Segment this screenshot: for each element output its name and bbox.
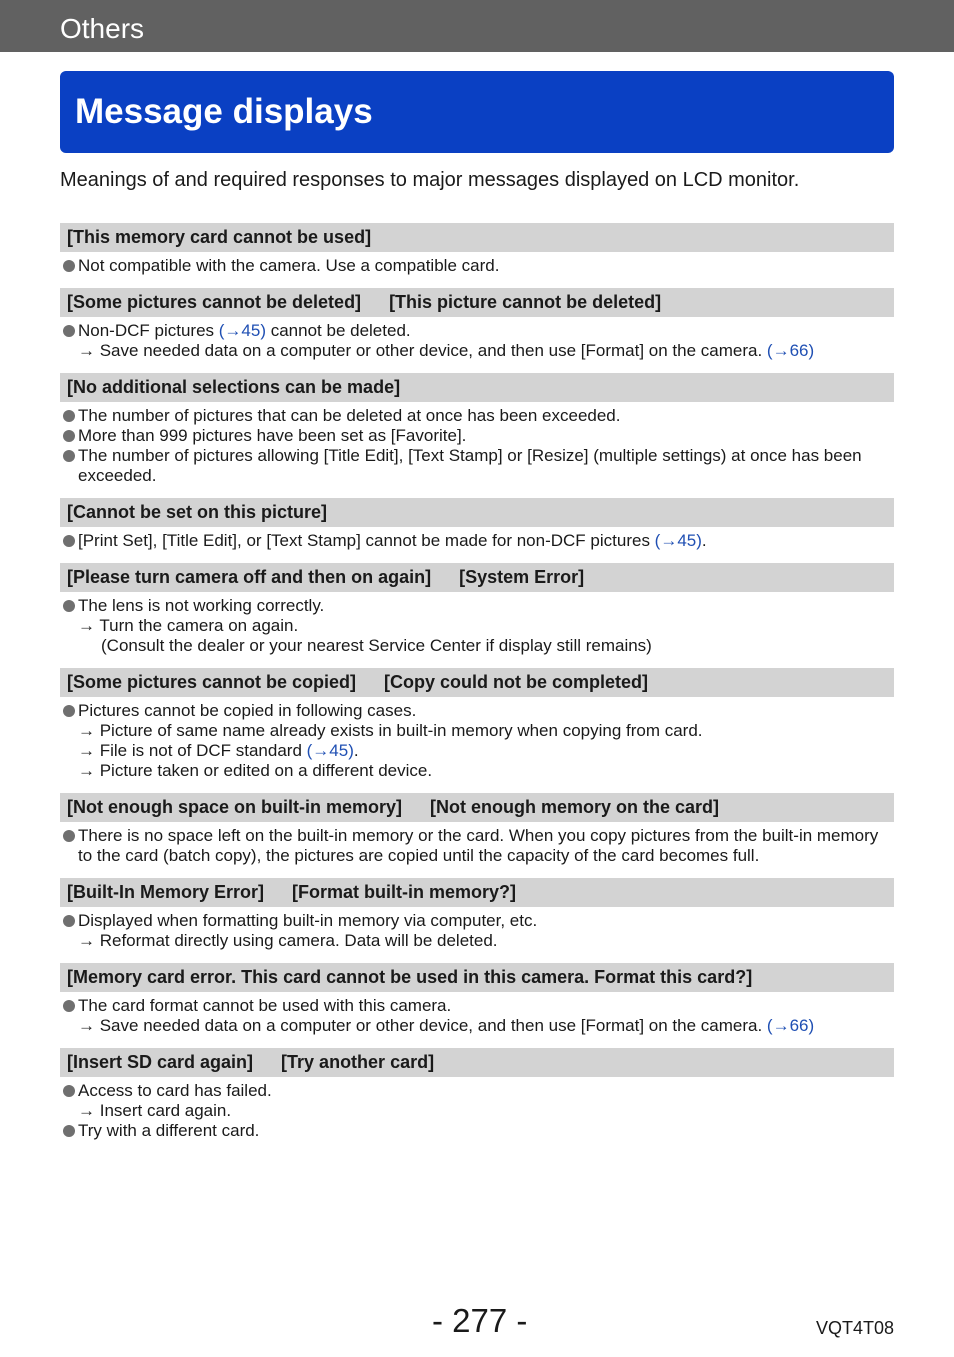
arrow-item: [60, 931, 894, 951]
section-heading: [60, 373, 894, 402]
title-banner: [60, 71, 894, 153]
bullet-item: [60, 596, 894, 616]
item-text: The number of pictures that can be deleted at once has been exceeded.: [78, 406, 621, 425]
item-text: The card format cannot be used with this camera.: [78, 996, 452, 1015]
heading-message: [Not enough memory on the card]: [430, 797, 720, 817]
bullet-item: [60, 256, 894, 276]
arrow-item: [60, 721, 894, 741]
message-section: [60, 563, 894, 656]
bullet-item: [60, 1081, 894, 1101]
item-text: → Reformat directly using camera. Data will be deleted.: [78, 931, 498, 950]
section-items: [60, 317, 894, 361]
item-text: Try with a different card.: [78, 1121, 260, 1140]
item-text: Access to card has failed.: [78, 1081, 272, 1100]
heading-message: [Cannot be set on this picture]: [67, 502, 328, 522]
heading-message: [Not enough space on built-in memory]: [67, 797, 403, 817]
item-text: → Picture taken or edited on a different device.: [78, 761, 433, 780]
section-heading: [60, 793, 894, 822]
section-label: Others: [60, 13, 145, 44]
message-section: [60, 1048, 894, 1141]
section-items: [60, 1077, 894, 1141]
section-items: [60, 402, 894, 486]
page-title: Message displays: [75, 92, 373, 131]
bullet-item: [60, 531, 894, 551]
intro-text: Meanings of and required responses to major messages displayed on LCD monitor.: [60, 169, 800, 191]
bullet-item: [60, 701, 894, 721]
bullet-item: [60, 321, 894, 341]
top-bar: [0, 0, 954, 52]
model-code: VQT4T08: [815, 1318, 894, 1338]
section-items: [60, 822, 894, 866]
section-items: [60, 907, 894, 951]
section-heading: [60, 563, 894, 592]
section-heading: [60, 668, 894, 697]
message-section: [60, 878, 894, 951]
item-text: → Turn the camera on again.: [78, 616, 299, 635]
arrow-item: [60, 761, 894, 781]
message-section: [60, 223, 894, 276]
bullet-item: [60, 996, 894, 1016]
bullet-item: [60, 446, 894, 486]
item-text: → Save needed data on a computer or other device, and then use [Format] on the camera.: [78, 341, 767, 360]
item-text: → Save needed data on a computer or other device, and then use [Format] on the camera.: [78, 1016, 767, 1035]
bullet-item: [60, 406, 894, 426]
message-section: [60, 793, 894, 866]
section-heading: [60, 1048, 894, 1077]
section-heading: [60, 963, 894, 992]
message-section: [60, 288, 894, 361]
heading-message: [Please turn camera off and then on again]: [67, 567, 432, 587]
section-items: [60, 592, 894, 656]
bullet-item: [60, 426, 894, 446]
heading-message: [Some pictures cannot be copied]: [67, 672, 357, 692]
item-text: .: [701, 531, 707, 550]
heading-message: [System Error]: [459, 567, 585, 587]
heading-message: [Copy could not be completed]: [384, 672, 649, 692]
item-text: → Picture of same name already exists in built-in memory when copying from card.: [78, 721, 703, 740]
heading-message: [Try another card]: [281, 1052, 435, 1072]
item-text: → Insert card again.: [78, 1101, 232, 1120]
item-text: [Print Set], [Title Edit], or [Text Stamp] cannot be made for non-DCF pictures: [78, 531, 655, 550]
bullet-item: [60, 911, 894, 931]
item-text: Not compatible with the camera. Use a compatible card.: [78, 256, 500, 275]
page-reference-link[interactable]: (→45): [218, 321, 266, 340]
page-reference-link[interactable]: (→45): [306, 741, 354, 760]
section-heading: [60, 498, 894, 527]
sub-item: [60, 636, 894, 656]
message-section: [60, 963, 894, 1036]
section-heading: [60, 223, 894, 252]
arrow-item: [60, 1016, 894, 1036]
heading-message: [Built-In Memory Error]: [67, 882, 265, 902]
item-text: There is no space left on the built-in memory or the card. When you copy pictures from the built-in memory to the card (batch copy), the pictures are copied until the capacity of the card becomes full.: [78, 826, 879, 865]
section-items: [60, 252, 894, 276]
section-items: [60, 992, 894, 1036]
item-text: → File is not of DCF standard: [78, 741, 307, 760]
item-text: (Consult the dealer or your nearest Service Center if display still remains): [101, 636, 652, 655]
bullet-item: [60, 826, 894, 866]
item-text: .: [353, 741, 359, 760]
arrow-item: [60, 741, 894, 761]
page-reference-link[interactable]: (→66): [766, 1016, 815, 1035]
message-list: [60, 223, 894, 1153]
section-heading: [60, 878, 894, 907]
section-items: [60, 697, 894, 781]
item-text: Non-DCF pictures: [78, 321, 219, 340]
message-section: [60, 498, 894, 551]
item-text: More than 999 pictures have been set as [Favorite].: [78, 426, 467, 445]
page-number: - 277 -: [432, 1302, 528, 1339]
page-reference-link[interactable]: (→45): [654, 531, 702, 550]
item-text: The lens is not working correctly.: [78, 596, 325, 615]
message-section: [60, 373, 894, 486]
section-items: [60, 527, 894, 551]
item-text: Pictures cannot be copied in following cases.: [78, 701, 417, 720]
arrow-item: [60, 341, 894, 361]
item-text: The number of pictures allowing [Title Edit], [Text Stamp] or [Resize] (multiple settings) at once has been exceeded.: [78, 446, 862, 485]
section-heading: [60, 288, 894, 317]
page-reference-link[interactable]: (→66): [766, 341, 815, 360]
item-text: Displayed when formatting built-in memory via computer, etc.: [78, 911, 538, 930]
heading-message: [No additional selections can be made]: [67, 377, 401, 397]
arrow-item: [60, 616, 894, 636]
item-text: cannot be deleted.: [266, 321, 411, 340]
message-section: [60, 668, 894, 781]
heading-message: [Format built-in memory?]: [292, 882, 517, 902]
heading-message: [Memory card error. This card cannot be used in this camera. Format this card?]: [67, 967, 753, 987]
heading-message: [Insert SD card again]: [67, 1052, 254, 1072]
heading-message: [Some pictures cannot be deleted]: [67, 292, 362, 312]
arrow-item: [60, 1101, 894, 1121]
bullet-item: [60, 1121, 894, 1141]
heading-message: [This picture cannot be deleted]: [389, 292, 662, 312]
heading-message: [This memory card cannot be used]: [67, 227, 372, 247]
